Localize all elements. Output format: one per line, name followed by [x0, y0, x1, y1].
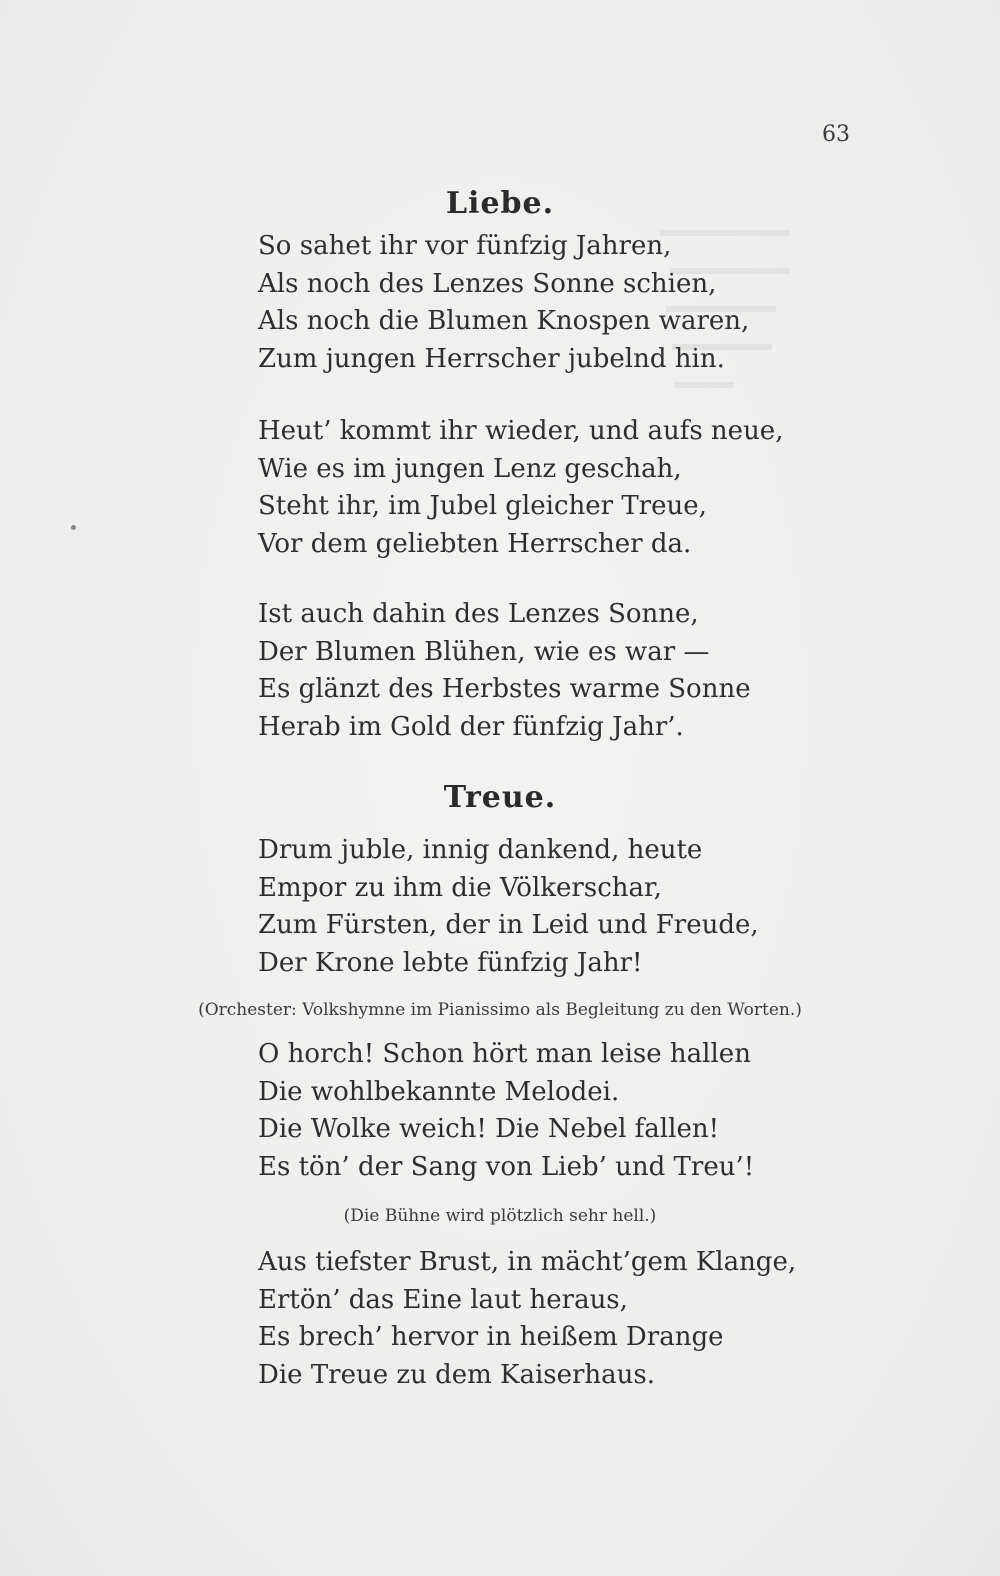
verse-line: Aus tiefster Brust, in mächt’gem Klange, [258, 1247, 797, 1277]
stanza-liebe-2 [258, 413, 818, 563]
verse-line: Steht ihr, im Jubel gleicher Treue, [258, 491, 707, 521]
stanza-treue-2 [258, 1036, 818, 1186]
verse-line: Die wohlbekannte Melodei. [258, 1076, 620, 1107]
verse-line: Zum jungen Herrscher jubelnd hin. [258, 343, 725, 374]
verse-line: Heut’ kommt ihr wieder, und aufs neue, [258, 416, 784, 446]
verse-line: O horch! Schon hört man leise hallen [258, 1039, 751, 1069]
verse-line: Zum Fürsten, der in Leid und Freude, [258, 910, 759, 940]
verse-line: Vor dem geliebten Herrscher da. [258, 528, 692, 559]
stanza-liebe-3 [258, 596, 818, 746]
verse-line: Die Wolke weich! Die Nebel fallen! [258, 1114, 720, 1144]
verse-line: Die Treue zu dem Kaiserhaus. [258, 1359, 656, 1390]
stanza-treue-3 [258, 1244, 818, 1394]
page-number: 63 [822, 122, 850, 147]
verse-line: Es tön’ der Sang von Lieb’ und Treu’! [258, 1151, 755, 1182]
heading-treue: Treue. [443, 780, 557, 815]
verse-line: Der Krone lebte fünfzig Jahr! [258, 947, 643, 978]
verse-line: Wie es im jungen Lenz geschah, [258, 453, 682, 484]
heading-liebe: Liebe. [445, 186, 555, 221]
verse-line: Ertön’ das Eine laut heraus, [258, 1284, 628, 1315]
verse-line: Ist auch dahin des Lenzes Sonne, [258, 599, 699, 629]
stage-direction-orchestra: (Orchester: Volkshymne im Pianissimo als Begleitung zu den Worten.) [198, 1000, 802, 1020]
verse-line: Der Blumen Blühen, wie es war — [258, 636, 710, 667]
stanza-treue-1 [258, 832, 818, 982]
verse-line: Empor zu ihm die Völkerschar, [258, 872, 662, 903]
stage-direction-stage: (Die Bühne wird plötzlich sehr hell.) [343, 1206, 657, 1226]
verse-line: Es glänzt des Herbstes warme Sonne [258, 674, 751, 704]
paper-speck [71, 525, 76, 530]
verse-line: Als noch des Lenzes Sonne schien, [258, 268, 717, 299]
verse-line: Es brech’ hervor in heißem Drange [258, 1322, 724, 1352]
verse-line: Herab im Gold der fünfzig Jahr’. [258, 711, 684, 742]
verse-line: So sahet ihr vor fünfzig Jahren, [258, 231, 672, 261]
verse-line: Drum juble, innig dankend, heute [258, 835, 703, 865]
verse-line: Als noch die Blumen Knospen waren, [258, 306, 750, 336]
stanza-liebe-1 [258, 228, 818, 378]
